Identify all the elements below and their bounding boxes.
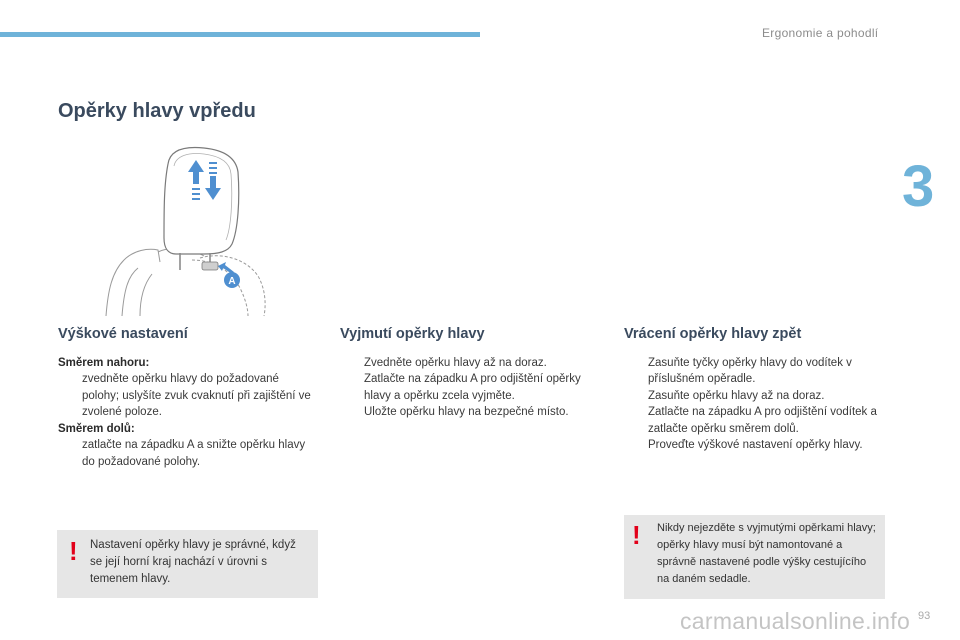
callout-a-label: A	[228, 276, 236, 287]
list-item: Zatlačte na západku A pro odjištění vodítek a zatlačte opěrku směrem dolů.	[624, 404, 890, 437]
subheading-up: Směrem nahoru:	[58, 356, 150, 369]
top-accent-bar	[0, 32, 480, 37]
bullet-icon	[624, 437, 648, 454]
note-text: Nastavení opěrky hlavy je správné, když se její horní kraj nachází v úrovni s temenem hlavy.	[90, 539, 296, 585]
list-item: Zatlačte na západku A pro odjištění opěrky hlavy a opěrku zcela vyjměte.	[340, 371, 602, 404]
latch-a	[202, 262, 218, 270]
list-item: Zasuňte opěrku hlavy až na doraz.	[624, 388, 890, 405]
bullet-icon	[340, 371, 364, 404]
warning-note-box	[624, 515, 885, 599]
column-heading: Vrácení opěrky hlavy zpět	[624, 326, 802, 342]
headrest-illustration	[100, 140, 270, 318]
list-item: Uložte opěrku hlavy na bezpečné místo.	[340, 404, 602, 421]
column-heading: Vyjmutí opěrky hlavy	[340, 326, 485, 342]
bullet-icon	[340, 404, 364, 421]
warning-note-box	[57, 530, 318, 598]
bullet-icon	[340, 355, 364, 372]
list-item: zvedněte opěrku hlavy do požadované polohy; uslyšíte zvuk cvaknutí při zajištění ve zvolené poloze.	[58, 371, 316, 421]
list-item: zatlačte na západku A a snižte opěrku hlavy do požadované polohy.	[58, 437, 316, 470]
headrest-shape	[164, 148, 239, 254]
note-text: Nikdy nejezděte s vyjmutými opěrkami hlavy; opěrky hlavy musí být namontované a správně nastavené podle výšky cestujícího na daném sedadle.	[657, 522, 876, 585]
section-label: Ergonomie a pohodlí	[762, 26, 879, 40]
bullet-icon	[624, 388, 648, 405]
column-refitting	[624, 326, 890, 454]
column-height-adjustment	[58, 326, 316, 470]
bullet-icon	[624, 355, 648, 388]
list-item: Zvedněte opěrku hlavy až na doraz.	[340, 355, 602, 372]
chapter-number: 3	[902, 154, 935, 219]
list-item: Proveďte výškové nastavení opěrky hlavy.	[624, 437, 890, 454]
page-title: Opěrky hlavy vpředu	[58, 100, 256, 122]
bullet-icon	[58, 371, 82, 421]
list-item: Zasuňte tyčky opěrky hlavy do vodítek v příslušném opěradle.	[624, 355, 890, 388]
warning-icon: !	[69, 536, 78, 566]
subheading-down: Směrem dolů:	[58, 422, 135, 435]
column-heading: Výškové nastavení	[58, 326, 188, 342]
warning-icon: !	[632, 520, 641, 550]
seat-outline	[106, 249, 265, 316]
bullet-icon	[58, 437, 82, 470]
page-number: 93	[918, 610, 931, 622]
column-removal	[340, 326, 602, 421]
bullet-icon	[624, 404, 648, 437]
watermark: carmanualsonline.info	[680, 608, 911, 634]
